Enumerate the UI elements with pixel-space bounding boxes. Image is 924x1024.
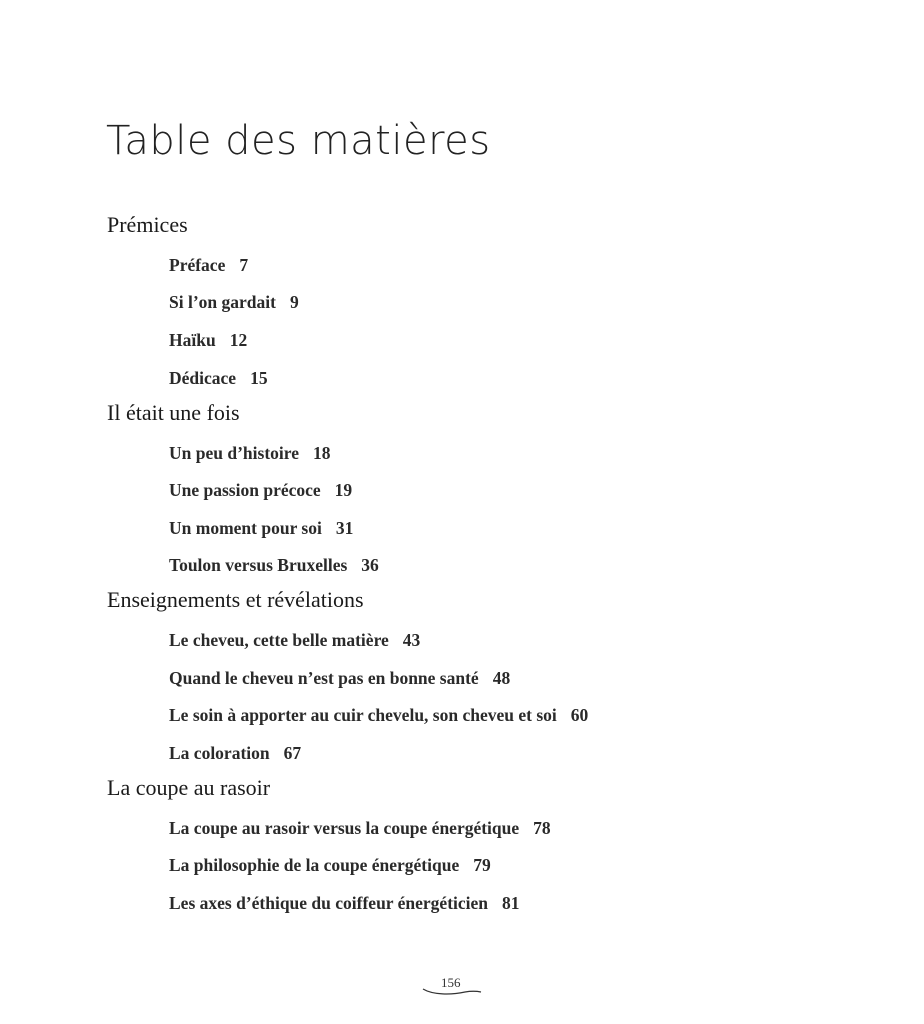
toc-entry-page: 48 — [492, 668, 511, 688]
toc-entry-page: 43 — [402, 630, 421, 650]
toc-entry-label: Préface — [169, 255, 226, 275]
toc-entry-page: 67 — [283, 743, 302, 763]
toc-entry[interactable] — [169, 818, 551, 839]
toc-entry[interactable] — [169, 668, 510, 689]
toc-entry-page: 31 — [335, 518, 354, 538]
toc-entry[interactable] — [169, 743, 301, 764]
toc-entry-label: Le soin à apporter au cuir chevelu, son cheveu et soi — [169, 705, 557, 725]
toc-entry-label: Une passion précoce — [169, 480, 321, 500]
toc-entry[interactable] — [169, 443, 330, 464]
toc-entry[interactable] — [169, 705, 588, 726]
toc-entry-page: 18 — [312, 443, 331, 463]
section-heading: Prémices — [107, 212, 188, 237]
toc-entry-label: Haïku — [169, 330, 216, 350]
toc-entry-label: Dédicace — [169, 368, 237, 388]
toc-entry[interactable] — [169, 255, 248, 276]
toc-entry-label: Si l’on gardait — [169, 292, 276, 312]
toc-entry-page: 60 — [570, 705, 589, 725]
page-title: Table des matières — [106, 118, 491, 164]
toc-entry-page: 12 — [229, 330, 248, 350]
toc-entry-label: Le cheveu, cette belle matière — [169, 630, 389, 650]
toc-entry-page: 15 — [250, 368, 268, 388]
toc-entry[interactable] — [169, 368, 268, 389]
section-heading: Il était une fois — [107, 400, 240, 425]
page-number: 156 — [441, 975, 461, 990]
toc-entry-label: La philosophie de la coupe énergétique — [169, 855, 460, 875]
toc-entry[interactable] — [169, 330, 247, 351]
toc-entry[interactable] — [169, 480, 352, 501]
section-heading: Enseignements et révélations — [107, 587, 364, 612]
toc-entry-label: Un moment pour soi — [169, 518, 322, 538]
toc-entry-label: La coloration — [169, 743, 270, 763]
toc-entry-page: 9 — [289, 292, 299, 312]
toc-entry-page: 19 — [334, 480, 353, 500]
toc-entry[interactable] — [169, 555, 379, 576]
toc-entry[interactable] — [169, 855, 491, 876]
toc-entry[interactable] — [169, 518, 353, 539]
toc-entry-label: Un peu d’histoire — [169, 443, 299, 463]
toc-entry-page: 36 — [361, 555, 379, 575]
toc-entry-label: La coupe au rasoir versus la coupe énergétique — [169, 818, 520, 838]
toc-entry-label: Les axes d’éthique du coiffeur énergéticien — [169, 893, 489, 913]
toc-entry-label: Quand le cheveu n’est pas en bonne santé — [169, 668, 479, 688]
section-heading: La coupe au rasoir — [107, 775, 271, 800]
toc-entry[interactable] — [169, 292, 299, 313]
toc-entry-page: 81 — [502, 893, 520, 913]
toc-entry-page: 78 — [533, 818, 551, 838]
toc-entry[interactable] — [169, 893, 520, 914]
toc-entry-page: 79 — [473, 855, 491, 875]
toc-entry-label: Toulon versus Bruxelles — [169, 555, 348, 575]
folio-swash-ornament — [421, 986, 483, 996]
toc-entry-page: 7 — [239, 255, 249, 275]
toc-entry[interactable] — [169, 630, 420, 651]
